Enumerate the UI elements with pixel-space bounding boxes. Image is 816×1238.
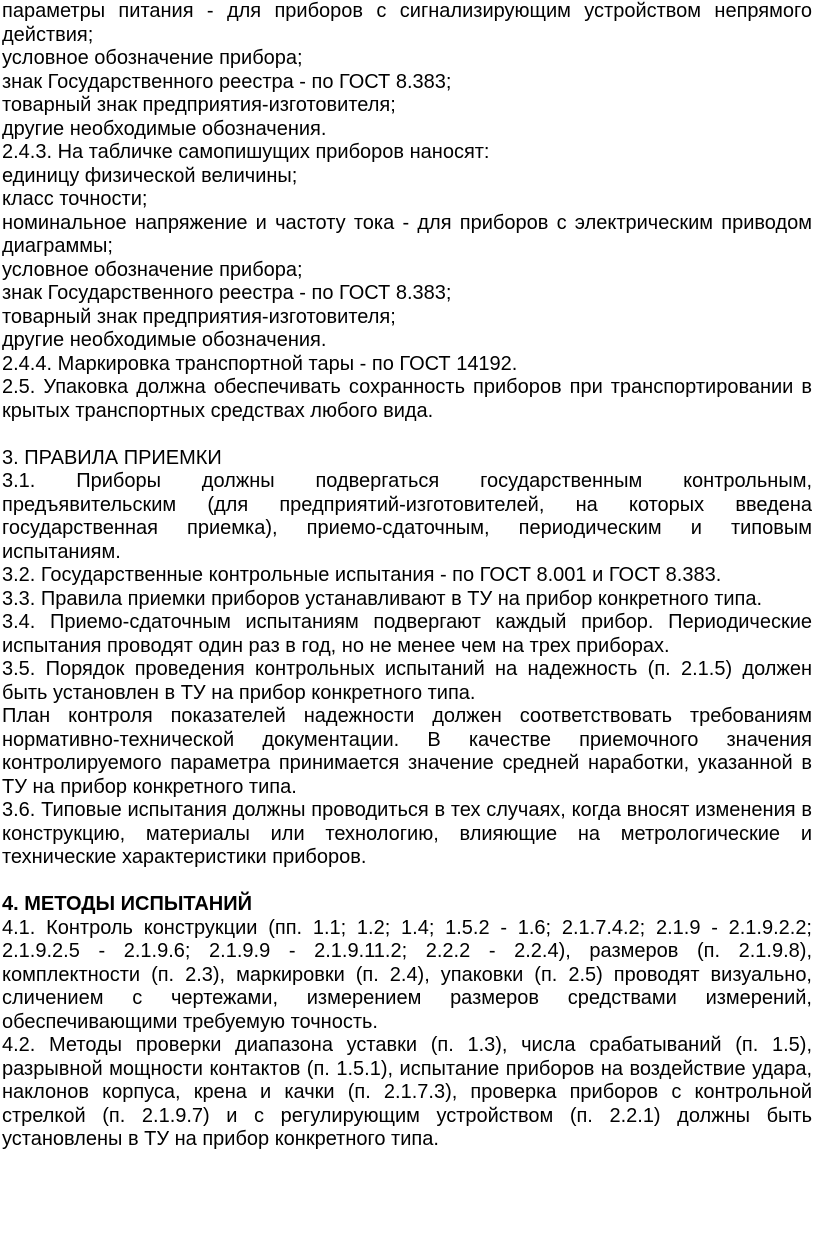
clause-3-6: 3.6. Типовые испытания должны проводиться в тех случаях, когда вносят изменения в конструкцию, материалы или технологию, влияющие на метрологические и технические характеристики приборов.	[2, 799, 812, 868]
paragraph-spacer	[2, 423, 812, 447]
state-register-mark-line: знак Государственного реестра - по ГОСТ 8.383;	[2, 70, 452, 93]
section-3-heading: 3. ПРАВИЛА ПРИЕМКИ	[2, 446, 222, 469]
section-4-heading: 4. МЕТОДЫ ИСПЫТАНИЙ	[2, 893, 252, 915]
clause-4-1: 4.1. Контроль конструкции (пп. 1.1; 1.2; 1.4; 1.5.2 - 1.6; 2.1.7.4.2; 2.1.9 - 2.1.9.2.2; 2.1.9.2.5 - 2.1.9.6; 2.1.9.9 - 2.1.9.11.2; 2.2.2 - 2.2.4), размеров (п. 2.1.9.8), комплектности (п. 2.3), маркировки (п. 2.4), упаковки (п. 2.5) проводят визуально, сличением с чертежами, измерением размеров средствами измерений, обеспечивающими требуемую точность.	[2, 916, 812, 1033]
clause-3-5: 3.5. Порядок проведения контрольных испытаний на надежность (п. 2.1.5) должен быть установлен в ТУ на прибор конкретного типа.	[2, 658, 812, 704]
clause-3-4: 3.4. Приемо-сдаточным испытаниям подвергают каждый прибор. Периодические испытания проводят один раз в год, но не менее чем на трех приборах.	[2, 611, 812, 657]
clause-2-4-4: 2.4.4. Маркировка транспортной тары - по ГОСТ 14192.	[2, 352, 518, 375]
clause-2-5: 2.5. Упаковка должна обеспечивать сохранность приборов при транспортировании в крытых транспортных средствах любого вида.	[2, 376, 812, 422]
trademark-line-2: товарный знак предприятия-изготовителя;	[2, 305, 396, 328]
clause-2-4-3: 2.4.3. На табличке самопишущих приборов наносят:	[2, 141, 490, 163]
other-designations-line-2: другие необходимые обозначения.	[2, 329, 327, 351]
reliability-plan-paragraph: План контроля показателей надежности должен соответствовать требованиям нормативно-технической документации. В качестве приемочного значения контролируемого параметра принимается значение средней наработки, указанной в ТУ на прибор конкретного типа.	[2, 705, 812, 798]
accuracy-class-line: класс точности;	[2, 188, 148, 210]
device-symbol-line-2: условное обозначение прибора;	[2, 258, 303, 281]
clause-3-2: 3.2. Государственные контрольные испытания - по ГОСТ 8.001 и ГОСТ 8.383.	[2, 564, 722, 586]
voltage-frequency-line: номинальное напряжение и частоту тока - для приборов с электрическим приводом диаграммы;	[2, 211, 812, 257]
paragraph-spacer-2	[2, 870, 812, 894]
clause-3-1: 3.1. Приборы должны подвергаться государственным контрольным, предъявительским (для предприятий-изготовителей, на которых введена государственная приемка), приемо-сдаточным, периодическим и типовым испытаниям.	[2, 470, 812, 563]
trademark-line: товарный знак предприятия-изготовителя;	[2, 94, 396, 116]
state-register-mark-line-2: знак Государственного реестра - по ГОСТ 8.383;	[2, 282, 452, 304]
clause-4-2: 4.2. Методы проверки диапазона уставки (п. 1.3), числа срабатываний (п. 1.5), разрывной мощности контактов (п. 1.5.1), испытание приборов на воздействие удара, наклонов корпуса, крена и качки (п. 2.1.7.3), проверка приборов с контрольной стрелкой (п. 2.1.9.7) и с регулирующим устройством (п. 2.2.1) должны быть установлены в ТУ на прибор конкретного типа.	[2, 1034, 812, 1150]
power-parameters-line: параметры питания - для приборов с сигнализирующим устройством непрямого действия;	[2, 0, 812, 46]
physical-unit-line: единицу физической величины;	[2, 164, 298, 187]
clause-3-3: 3.3. Правила приемки приборов устанавливают в ТУ на прибор конкретного типа.	[2, 587, 763, 610]
other-designations-line: другие необходимые обозначения.	[2, 117, 327, 140]
device-symbol-line: условное обозначение прибора;	[2, 47, 303, 69]
